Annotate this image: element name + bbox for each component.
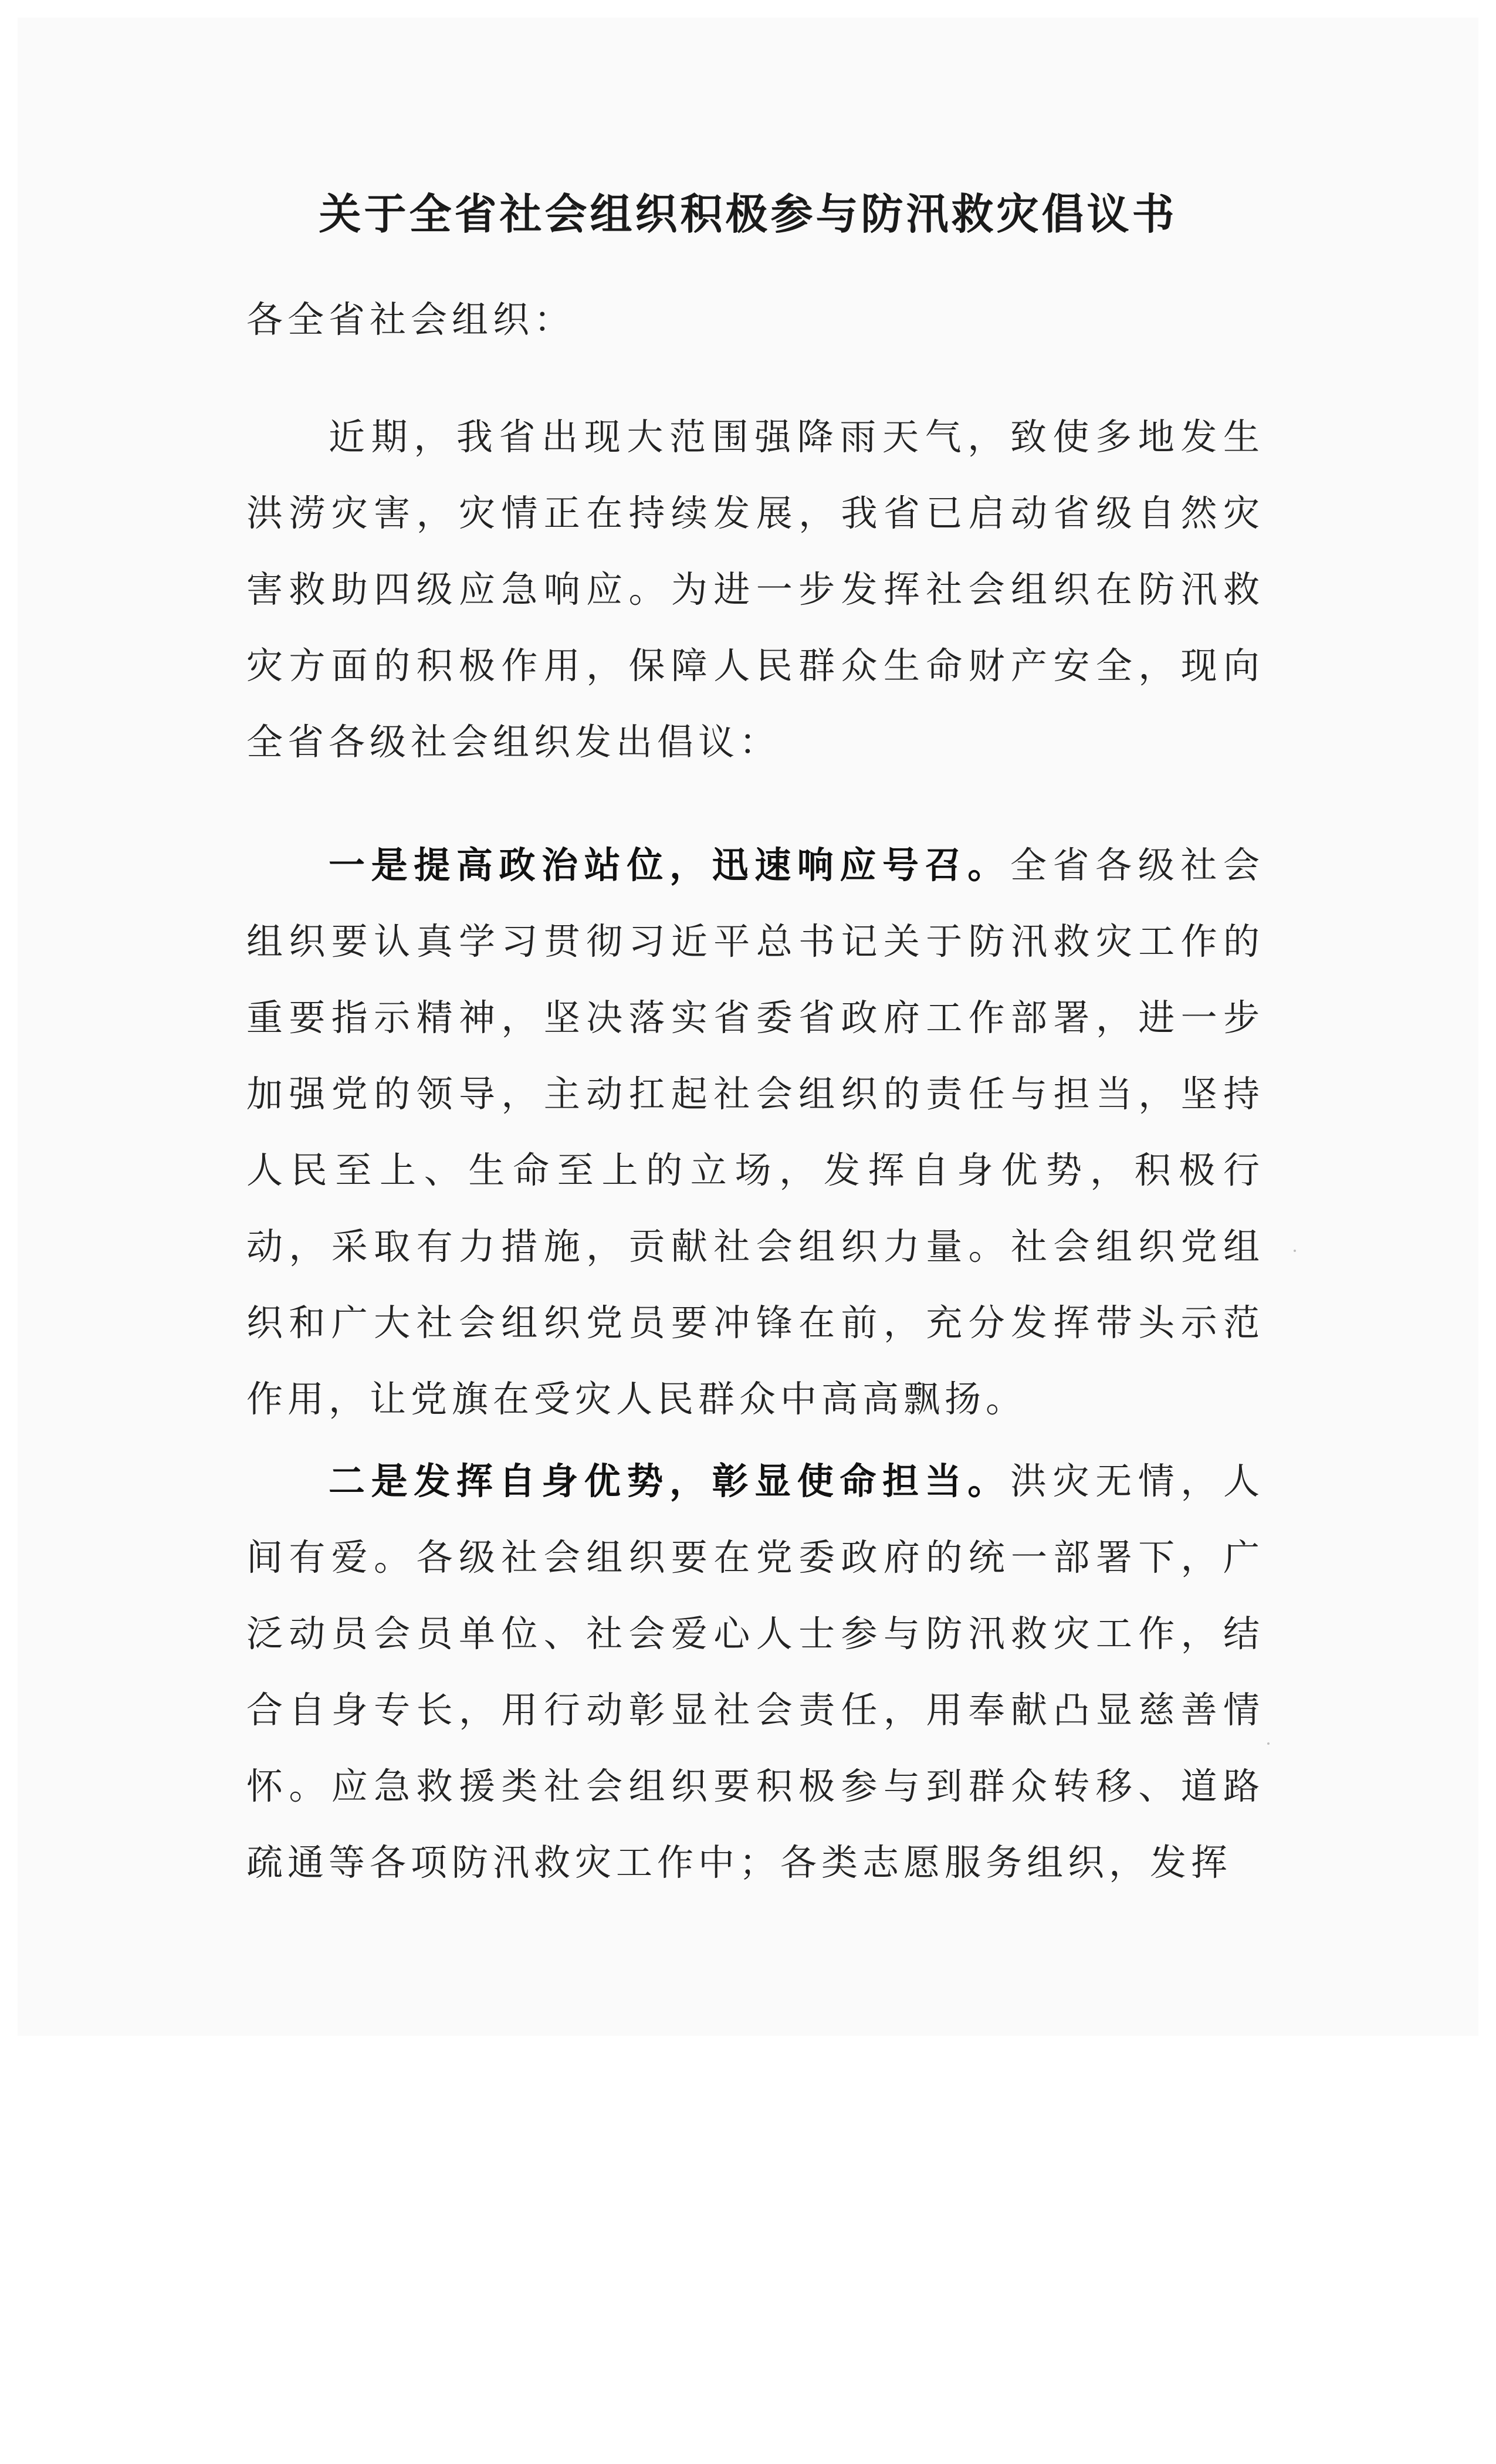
salutation: 各全省社会组织： [246,298,576,341]
paragraph-lead: 一是提高政治站位，迅速响应号召。 [329,844,1010,886]
paragraph-body: 洪灾无情，人间有爱。各级社会组织要在党委政府的统一部署下，广泛动员会员单位、社会爱心人士参与防汛救灾工作，结合自身专长，用行动彰显社会责任，用奉献凸显慈善情怀。应急救援类社会组织要积极参与到群众转移、道路疏通等各项防汛救灾工作中；各类志愿服务组织，发挥 [246,1460,1264,1884]
paragraph-point-one [246,827,1264,1437]
scan-speck [1267,1742,1270,1745]
paragraph-intro [246,399,1264,780]
paragraph-body: 全省各级社会组织要认真学习贯彻习近平总书记关于防汛救灾工作的重要指示精神，坚决落实省委省政府工作部署，进一步加强党的领导，主动扛起社会组织的责任与担当，坚持人民至上、生命至上的立场，发挥自身优势，积极行动，采取有力措施，贡献社会组织力量。社会组织党组织和广大社会组织党员要冲锋在前，充分发挥带头示范作用，让党旗在受灾人民群众中高高飘扬。 [246,844,1264,1420]
paragraph-body: 近期，我省出现大范围强降雨天气，致使多地发生洪涝灾害，灾情正在持续发展，我省已启动省级自然灾害救助四级应急响应。为进一步发挥社会组织在防汛救灾方面的积极作用，保障人民群众生命财产安全，现向全省各级社会组织发出倡议： [246,415,1264,763]
paragraph-lead: 二是发挥自身优势，彰显使命担当。 [329,1460,1010,1502]
paragraph-point-two [246,1443,1264,1901]
scan-speck [1294,1250,1296,1252]
document-title: 关于全省社会组织积极参与防汛救灾倡议书 [319,189,1177,239]
